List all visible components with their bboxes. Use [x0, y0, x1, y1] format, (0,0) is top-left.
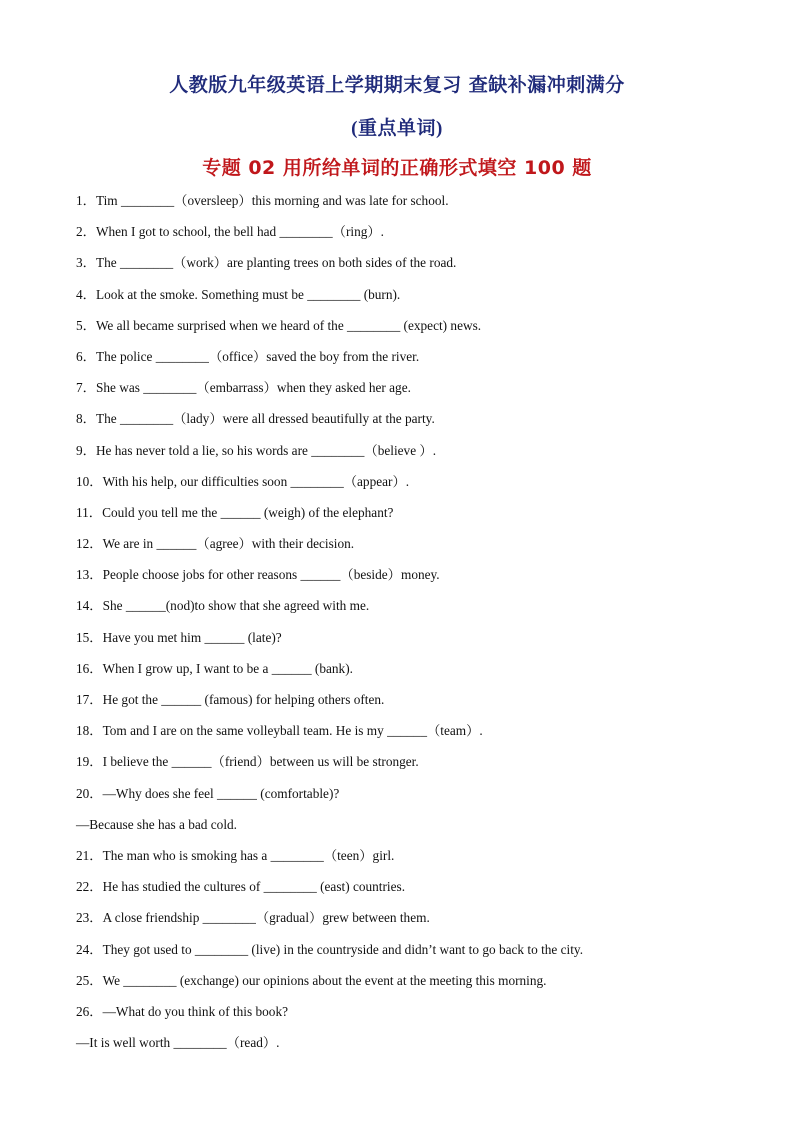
question-line: 2．When I got to school, the bell had ________（ring）.: [76, 224, 384, 240]
question-line: 22．He has studied the cultures of ________ (east) countries.: [76, 879, 406, 895]
question-line: 12．We are in ______（agree）with their decision.: [76, 536, 355, 552]
question-line: 11．Could you tell me the ______ (weigh) of the elephant?: [76, 504, 394, 520]
question-line: 9．He has never told a lie, so his words are ________（believe ）.: [76, 442, 437, 458]
question-line: 6．The police ________（office）saved the boy from the river.: [76, 348, 420, 364]
question-line: 25．We ________ (exchange) our opinions about the event at the meeting this morning.: [76, 972, 547, 988]
question-line: 18．Tom and I are on the same volleyball team. He is my ______（team）.: [76, 723, 483, 739]
question-line: 7．She was ________（embarrass）when they asked her age.: [76, 380, 411, 396]
question-line: 13．People choose jobs for other reasons ______（beside）money.: [76, 567, 440, 583]
question-line: 19．I believe the ______（friend）between us will be stronger.: [76, 754, 419, 770]
question-line: 14．She ______(nod)to show that she agreed with me.: [76, 598, 370, 614]
question-line: 4．Look at the smoke. Something must be ________ (burn).: [76, 286, 401, 302]
question-line: 1．Tim ________（oversleep）this morning and was late for school.: [76, 193, 449, 208]
question-list: [76, 192, 756, 1065]
answer-line: —Because she has a bad cold.: [76, 816, 237, 832]
question-line: 17．He got the ______ (famous) for helping others often.: [76, 692, 385, 707]
question-line: 15．Have you met him ______ (late)?: [76, 629, 282, 645]
topic-heading: 专题 02 用所给单词的正确形式填空 100 题: [202, 157, 592, 179]
question-line: 21．The man who is smoking has a ________（teen）girl.: [76, 847, 395, 863]
question-line: 10．With his help, our difficulties soon ________（appear）.: [76, 473, 410, 489]
question-line: 3．The ________（work）are planting trees on both sides of the road.: [76, 255, 457, 271]
question-line: 23．A close friendship ________（gradual）grew between them.: [76, 910, 430, 926]
answer-line: —It is well worth ________（read）.: [76, 1035, 280, 1051]
document-title: 人教版九年级英语上学期期末复习 查缺补漏冲刺满分: [169, 74, 625, 96]
question-line: 5．We all became surprised when we heard of the ________ (expect) news.: [76, 317, 482, 333]
question-line: 26．—What do you think of this book?: [76, 1003, 288, 1019]
question-line: 24．They got used to ________ (live) in the countryside and didn’t want to go back to the city.: [76, 941, 584, 957]
document-subtitle: (重点单词): [351, 118, 443, 139]
question-line: 20．—Why does she feel ______ (comfortable)?: [76, 785, 340, 801]
question-line: 16．When I grow up, I want to be a ______ (bank).: [76, 660, 353, 676]
question-line: 8．The ________（lady）were all dressed beautifully at the party.: [76, 411, 435, 427]
